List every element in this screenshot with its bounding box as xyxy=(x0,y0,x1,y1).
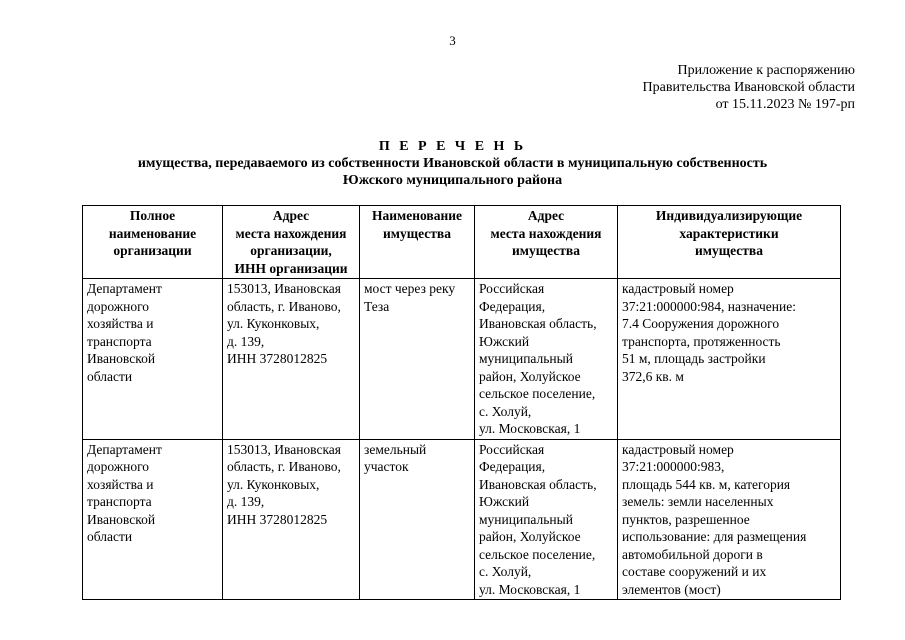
header-text: Наименование xyxy=(372,208,462,223)
cell-text: земельный xyxy=(364,441,427,457)
cell-text: хозяйства и xyxy=(87,476,154,492)
header-text: места нахождения xyxy=(490,225,602,241)
cell-text: 51 м, площадь застройки xyxy=(622,351,766,366)
cell-property-characteristics xyxy=(618,279,841,440)
header-text: имущества xyxy=(695,243,763,258)
cell-text: использование: для размещения xyxy=(622,529,807,544)
cell-property-name xyxy=(360,439,475,600)
cell-text: Южский xyxy=(479,494,530,509)
cell-text: район, Холуйское xyxy=(479,529,581,544)
cell-text: автомобильной дороги в xyxy=(622,546,763,562)
cell-text: кадастровый номер xyxy=(622,281,734,296)
header-property-name xyxy=(360,206,475,279)
cell-text: д. 139, xyxy=(227,494,265,509)
header-text: Полное xyxy=(129,208,176,223)
table-row xyxy=(83,439,841,600)
cell-text: район, Холуйское xyxy=(479,368,581,384)
cell-text: хозяйства и xyxy=(87,316,154,331)
document-title xyxy=(0,138,905,189)
header-text: Адрес xyxy=(272,208,310,223)
header-organization-address xyxy=(223,206,360,279)
header-text: имущества xyxy=(512,243,580,258)
cell-text: Федерация, xyxy=(479,298,546,314)
appendix-line: Приложение к распоряжению xyxy=(677,63,855,78)
cell-property-address xyxy=(475,439,618,600)
cell-text: сельское поселение, xyxy=(479,386,596,401)
cell-text: Российская xyxy=(479,441,545,457)
cell-text: Ивановская область, xyxy=(479,316,597,331)
table-row xyxy=(83,279,841,440)
cell-text: дорожного xyxy=(87,298,150,314)
appendix-line: от 15.11.2023 № 197-рп xyxy=(715,97,855,112)
cell-text: Российская xyxy=(479,281,545,296)
cell-text: 7.4 Сооружения дорожного xyxy=(622,316,780,331)
cell-text: ул. Московская, 1 xyxy=(479,421,581,436)
cell-text: транспорта xyxy=(87,333,152,349)
cell-text: 372,6 кв. м xyxy=(622,368,684,384)
cell-text: Департамент xyxy=(87,441,162,457)
page-number: 3 xyxy=(449,33,456,48)
cell-text: Ивановской xyxy=(87,511,156,527)
header-text: места нахождения xyxy=(235,225,347,241)
header-text: Адрес xyxy=(527,208,565,223)
cell-property-name xyxy=(360,279,475,440)
cell-organization-name xyxy=(83,279,223,440)
cell-organization-address xyxy=(223,279,360,440)
header-text: организации xyxy=(113,243,192,258)
cell-property-characteristics xyxy=(618,439,841,600)
cell-text: д. 139, xyxy=(227,333,265,349)
cell-text: площадь 544 кв. м, категория xyxy=(622,476,791,492)
cell-text: транспорта, протяженность xyxy=(622,333,781,349)
title-heading: П Е Р Е Ч Е Н Ь xyxy=(378,139,527,154)
cell-text: транспорта xyxy=(87,494,152,509)
cell-text: область, г. Иваново, xyxy=(227,298,341,314)
cell-text: Департамент xyxy=(87,281,162,296)
cell-text: Теза xyxy=(364,298,390,314)
title-line: Южского муниципального района xyxy=(342,173,563,188)
cell-text: Ивановская область, xyxy=(479,476,597,492)
cell-text: 153013, Ивановская xyxy=(227,281,342,296)
appendix-note xyxy=(643,62,855,113)
cell-text: области xyxy=(87,368,133,384)
cell-text: 37:21:000000:984, назначение: xyxy=(622,298,796,314)
header-text: наименование xyxy=(108,225,197,241)
cell-text: мост через реку xyxy=(364,281,456,296)
cell-text: Федерация, xyxy=(479,459,546,474)
cell-text: составе сооружений и их xyxy=(622,564,767,579)
cell-property-address xyxy=(475,279,618,440)
cell-text: 153013, Ивановская xyxy=(227,441,342,457)
cell-text: ул. Куконковых, xyxy=(227,476,320,492)
header-property-characteristics xyxy=(618,206,841,279)
header-organization-name xyxy=(83,206,223,279)
cell-text: участок xyxy=(364,459,409,474)
cell-text: область, г. Иваново, xyxy=(227,459,341,474)
header-text: имущества xyxy=(383,225,451,241)
cell-organization-address xyxy=(223,439,360,600)
title-line: имущества, передаваемого из собственности Ивановской области в муниципальную собственность xyxy=(137,156,768,171)
cell-text: земель: земли населенных xyxy=(622,494,774,509)
cell-text: с. Холуй, xyxy=(479,403,532,419)
table-header-row xyxy=(83,206,841,279)
cell-text: 37:21:000000:983, xyxy=(622,459,725,474)
cell-text: Южский xyxy=(479,333,530,349)
header-text: Индивидуализирующие xyxy=(655,208,803,223)
cell-text: Ивановской xyxy=(87,351,156,366)
cell-text: с. Холуй, xyxy=(479,564,532,579)
header-text: организации, xyxy=(250,243,332,258)
cell-text: ИНН 3728012825 xyxy=(227,511,328,527)
cell-organization-name xyxy=(83,439,223,600)
cell-text: дорожного xyxy=(87,459,150,474)
cell-text: кадастровый номер xyxy=(622,441,734,457)
header-text: характеристики xyxy=(679,225,779,241)
cell-text: муниципальный xyxy=(479,351,573,366)
cell-text: муниципальный xyxy=(479,511,573,527)
cell-text: ИНН 3728012825 xyxy=(227,351,328,366)
table-body xyxy=(83,279,841,600)
cell-text: ул. Куконковых, xyxy=(227,316,320,331)
cell-text: сельское поселение, xyxy=(479,546,596,562)
cell-text: пунктов, разрешенное xyxy=(622,511,750,527)
cell-text: ул. Московская, 1 xyxy=(479,581,581,597)
appendix-line: Правительства Ивановской области xyxy=(642,80,855,95)
property-table xyxy=(82,205,841,600)
cell-text: элементов (мост) xyxy=(622,581,721,597)
header-property-address xyxy=(475,206,618,279)
cell-text: области xyxy=(87,529,133,544)
header-text: ИНН организации xyxy=(234,260,348,276)
